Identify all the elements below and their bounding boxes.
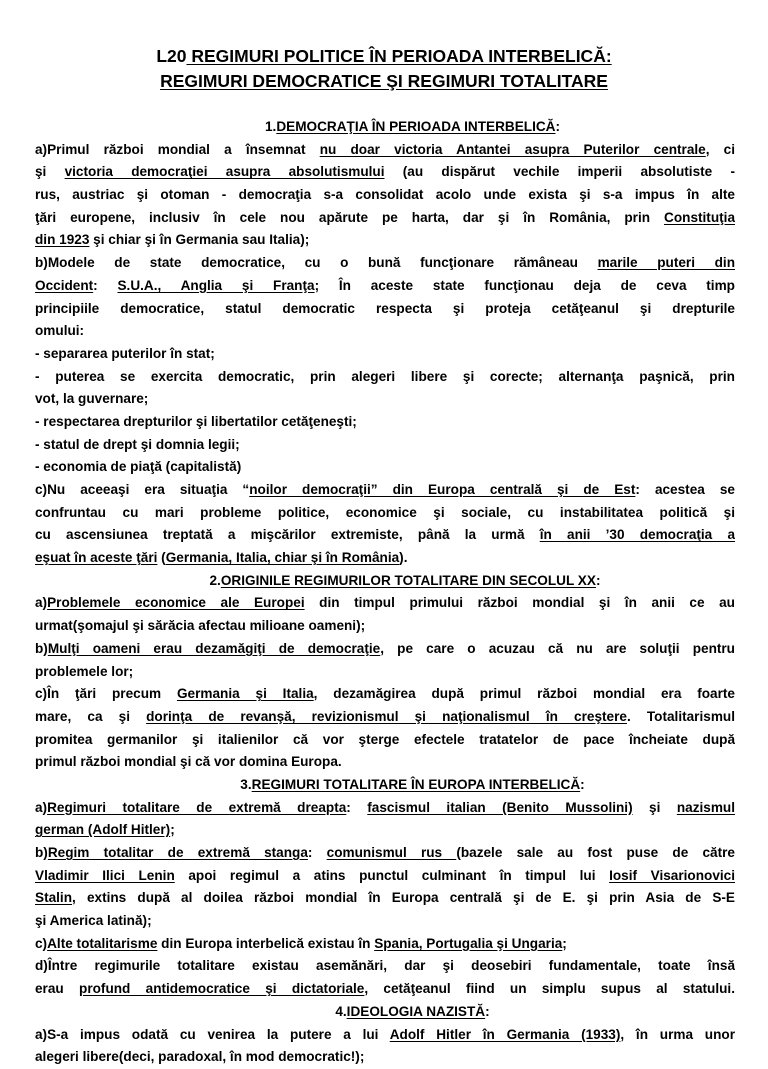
text-line: mare, ca şi dorinţa de revanşă, revizionismul şi naţionalismul în creştere. Totalitarismul (35, 708, 735, 724)
text-line: c)Nu aceeaşi era situaţia “noilor democraţii” din Europa centrală şi de Est: acestea se (35, 482, 735, 497)
list-item-continued: vot, la guvernare; (35, 391, 149, 407)
text-line: a)S-a impus odată cu venirea la putere a lui Adolf Hitler în Germania (1933), în urma unor (35, 1026, 735, 1042)
text-line: problemele lor; (35, 663, 134, 679)
text-line: d)Între regimurile totalitare existau asemănări, dar şi deosebiri fundamentale, toate însă (35, 958, 735, 974)
text-line: b)Mulţi oameni erau dezamăgiţi de democraţie, pe care o acuzau că nu are soluţii pentru (35, 640, 735, 656)
text-line: a)Problemele economice ale Europei din timpul primului război mondial şi în anii ce au (35, 595, 735, 611)
text-line: principiile democratice, statul democratic respecta şi proteja cetăţeanul şi drepturile (35, 300, 735, 316)
text-line: Vladimir Ilici Lenin apoi regimul a atins punctul culminant în timpul lui Iosif Visarionovici (35, 867, 735, 883)
section-heading-1: 1.DEMOCRAŢIA ÎN PERIOADA INTERBELICĂ: (264, 119, 561, 134)
document-body (35, 116, 735, 1069)
list-item: - economia de piaţă (capitalistă) (35, 459, 242, 475)
text-line: a)Regimuri totalitare de extremă dreapta: fascismul italian (Benito Mussolini) şi nazismul (35, 799, 735, 815)
section-heading-2: 2.ORIGINILE REGIMURILOR TOTALITARE DIN SECOLUL XX: (209, 572, 601, 588)
section-heading-3: 3.REGIMURI TOTALITARE ÎN EUROPA INTERBELICĂ: (240, 776, 585, 792)
text-line: a)Primul război mondial a însemnat nu doar victoria Antantei asupra Puterilor centrale, ci (35, 141, 735, 157)
title-line-2 (0, 70, 768, 92)
title-main: REGIMURI POLITICE ÎN PERIOADA INTERBELICĂ: (186, 46, 612, 66)
text-line: şi victoria democraţiei asupra absolutismului (au dispărut vechile imperii absolutiste - (35, 164, 735, 180)
text-line: rus, austriac şi otoman - democraţia s-a consolidat acolo unde exista şi s-a impus în alte (35, 187, 735, 203)
title-subtitle: REGIMURI DEMOCRATICE ŞI REGIMURI TOTALITARE (160, 71, 608, 91)
text-line: omului: (35, 323, 85, 339)
text-line: primul război mondial şi că vor domina Europa. (35, 754, 342, 770)
list-item: - statul de drept şi domnia legii; (35, 436, 240, 452)
text-line: urmat(şomajul şi sărăcia afectau milioane oameni); (35, 618, 366, 634)
text-line: erau profund antidemocratice şi dictatoriale, cetăţeanul fiind un simplu supus al statului. (35, 981, 735, 997)
text-line: promitea germanilor şi italienilor că vor şterge efectele tratatelor de pace încheiate după (35, 731, 735, 747)
text-line: c)În ţări precum Germania şi Italia, dezamăgirea după primul război mondial era foarte (35, 686, 735, 702)
text-line: confruntau cu mari probleme politice, economice şi sociale, cu instabilitatea politică şi (35, 504, 735, 520)
text-line: din 1923 şi chiar şi în Germania sau Italia); (35, 232, 310, 248)
text-line: şi America latină); (35, 913, 152, 929)
text-line: cu ascensiunea treptată a mişcărilor extremiste, până la urmă în anii ’30 democraţia a (35, 527, 735, 543)
text-line: Occident: S.U.A., Anglia şi Franţa; În aceste state funcţionau deja de ceva timp (35, 277, 735, 293)
section-heading-4: 4.IDEOLOGIA NAZISTĂ: (335, 1003, 490, 1019)
text-line: german (Adolf Hitler); (35, 822, 175, 838)
list-item: - respectarea drepturilor şi libertatilor cetăţeneşti; (35, 413, 357, 429)
list-item: - puterea se exercita democratic, prin alegeri libere şi corecte; alternanţa paşnică, prin (35, 368, 735, 384)
list-item: - separarea puterilor în stat; (35, 345, 215, 361)
text-line: ţări europene, inclusiv în cele nou apărute pe harta, dar şi în România, prin Constituţia (35, 209, 735, 225)
text-line: b)Regim totalitar de extremă stanga: comunismul rus (bazele sale au fost puse de către (35, 845, 735, 860)
text-line: alegeri libere(deci, paradoxal, în mod democratic!); (35, 1049, 365, 1065)
text-line: eşuat în aceste ţări (Germania, Italia, chiar şi în România). (35, 550, 408, 566)
text-line: Stalin, extins după al doilea război mondial în Europa centrală şi de E. şi prin Asia de S-E (35, 890, 735, 906)
text-line: c)Alte totalitarisme din Europa interbelică existau în Spania, Portugalia şi Ungaria; (35, 935, 567, 951)
title-line-1 (0, 45, 768, 67)
text-line: b)Modele de state democratice, cu o bună funcţionare rămâneau marile puteri din (35, 255, 735, 271)
title-lesson-number: L20 (156, 46, 187, 66)
